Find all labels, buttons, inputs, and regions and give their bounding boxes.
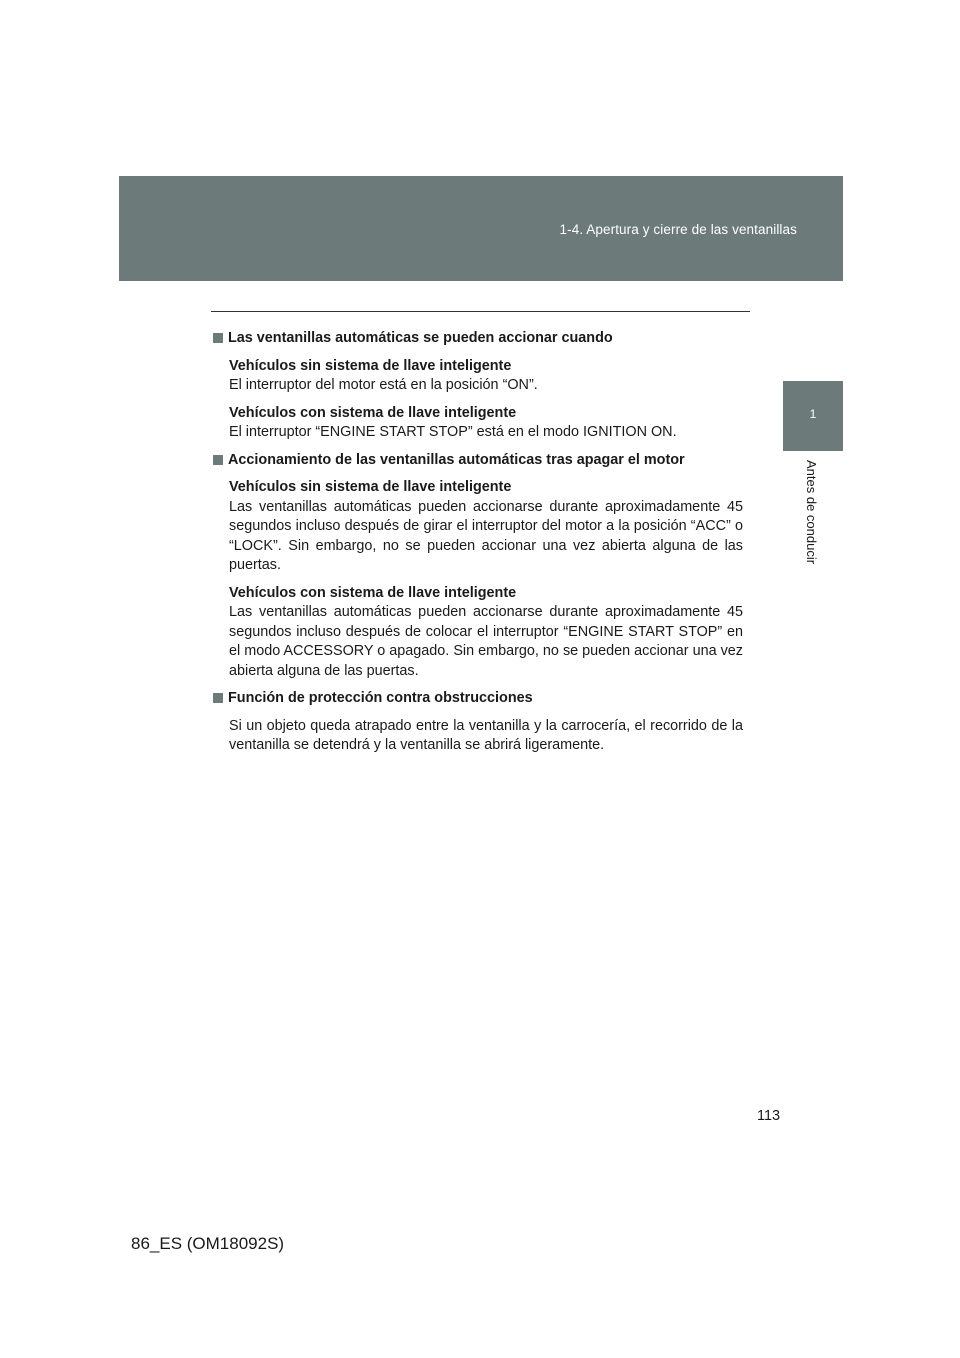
block-subheading: Vehículos sin sistema de llave inteligente [229,357,512,374]
square-bullet-icon [213,455,223,465]
section-heading [213,451,743,471]
chapter-label: Antes de conducir [804,460,819,565]
header-band [119,176,843,281]
content-block [213,404,743,443]
block-subheading: Vehículos sin sistema de llave inteligente [229,479,512,495]
square-bullet-icon [213,693,223,703]
content-block [213,478,743,576]
content-block [213,584,743,682]
block-text: Las ventanillas automáticas pueden accionarse durante aproximadamente 45 segundos incluso después de girar el interruptor del motor a la posición “ACC” o “LOCK”. Sin embargo, no se pueden accionar una vez abierta alguna de las puertas. [229,498,743,573]
main-content [213,329,743,764]
block-subheading: Vehículos con sistema de llave inteligente [229,584,517,601]
chapter-label-container [806,460,822,590]
chapter-number: 1 [809,407,817,421]
document-code: 86_ES (OM18092S) [131,1234,285,1253]
block-subheading: Vehículos con sistema de llave inteligente [229,404,517,421]
block-text: Las ventanillas automáticas pueden accionarse durante aproximadamente 45 segundos incluso después de colocar el interruptor “ENGINE START STOP” en el modo ACCESSORY o apagado. Sin embargo, no se pueden accionar una vez abierta alguna de las puertas. [229,604,743,679]
block-text: Si un objeto queda atrapado entre la ventanilla y la carrocería, el recorrido de la ventanilla se detendrá y la ventanilla se abrirá ligeramente. [229,717,743,753]
section-heading-text: Función de protección contra obstrucciones [228,690,533,706]
chapter-tab [783,381,843,451]
section-heading-text: Accionamiento de las ventanillas automáticas tras apagar el motor [228,451,685,468]
section-title: 1-4. Apertura y cierre de las ventanillas [559,222,797,237]
content-divider [211,311,750,312]
section-heading [213,329,743,349]
page-number: 113 [757,1108,781,1124]
square-bullet-icon [213,333,223,343]
content-block [213,717,743,756]
content-block [213,357,743,396]
block-text: El interruptor del motor está en la posición “ON”. [229,377,538,393]
section-heading-text: Las ventanillas automáticas se pueden accionar cuando [228,330,613,346]
section-heading [213,689,743,709]
block-text: El interruptor “ENGINE START STOP” está en el modo IGNITION ON. [229,424,677,440]
